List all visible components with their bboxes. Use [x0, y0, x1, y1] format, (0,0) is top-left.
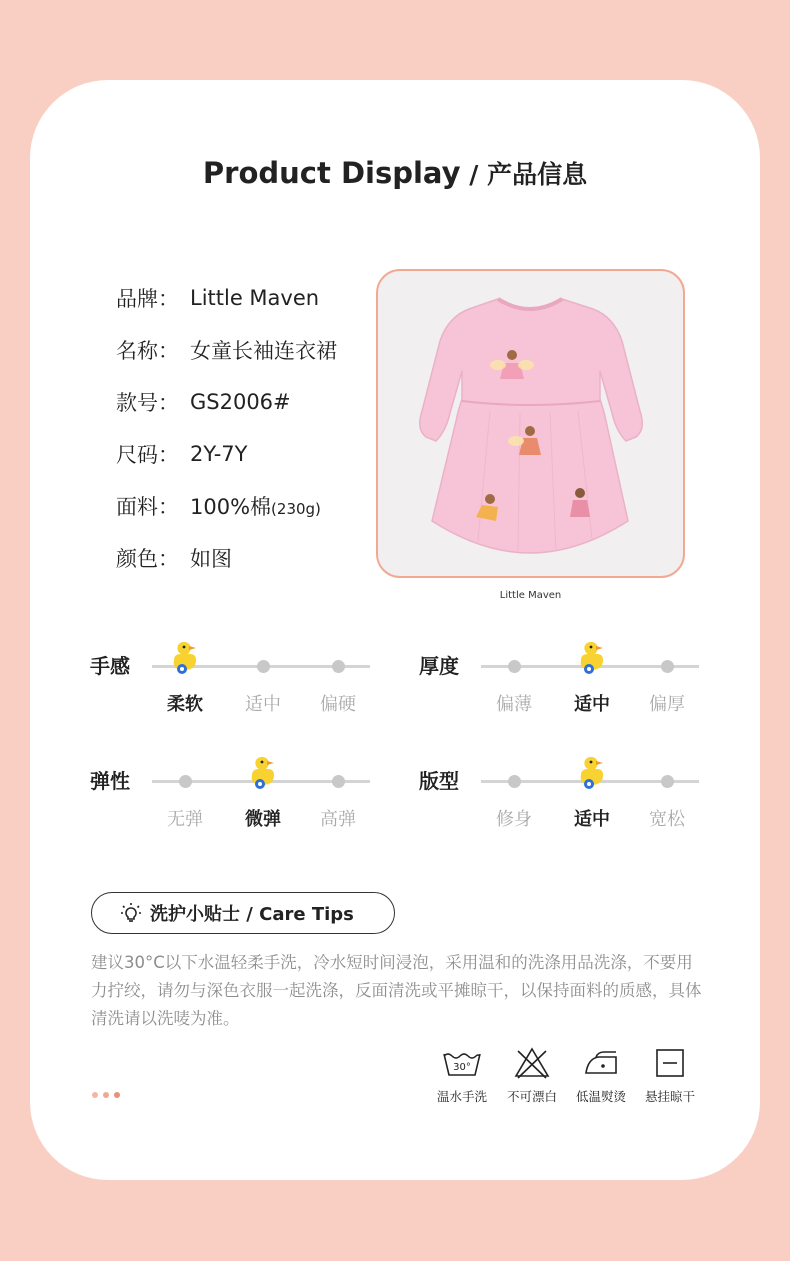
- care-symbol-label: 温水手洗: [436, 1089, 487, 1104]
- duck-marker-icon: [168, 640, 202, 676]
- care-symbol-label: 低温熨烫: [575, 1089, 626, 1104]
- scale-option: 宽松: [649, 809, 685, 830]
- scale-dot: [508, 660, 521, 673]
- spec-key: 品牌：: [116, 287, 179, 311]
- scale-label: 版型: [419, 769, 459, 793]
- spec-key: 尺码：: [116, 443, 179, 467]
- care-tips-pill: [91, 892, 395, 934]
- dot: [92, 1092, 98, 1098]
- scale-option: 无弹: [167, 809, 203, 830]
- duck-marker-icon: [575, 755, 609, 791]
- scale-option: 柔软: [167, 694, 203, 715]
- scale-dot: [661, 775, 674, 788]
- no-bleach-icon: [514, 1047, 550, 1079]
- page-dots: [92, 1092, 120, 1098]
- care-symbol-hand-wash: [427, 1045, 497, 1105]
- hang-dry-icon: [655, 1048, 685, 1078]
- scale-fit: [419, 761, 749, 841]
- photo-caption: Little Maven: [499, 590, 562, 601]
- care-symbol-low-iron: [566, 1045, 636, 1105]
- spec-value: [190, 491, 321, 521]
- care-symbol-hang-dry: [635, 1045, 705, 1105]
- care-symbol-label: 悬挂晾干: [644, 1089, 695, 1104]
- scale-label: 弹性: [90, 769, 130, 793]
- dot: [103, 1092, 109, 1098]
- scale-option: 偏薄: [496, 694, 532, 715]
- lightbulb-icon: [120, 902, 142, 924]
- wash-temp: 30°: [453, 1062, 471, 1073]
- care-symbol-label: 不可漂白: [506, 1089, 557, 1104]
- page-title: [0, 155, 790, 191]
- scale-dot: [661, 660, 674, 673]
- scale-option: 修身: [496, 809, 532, 830]
- spec-value: 2Y-7Y: [190, 442, 248, 466]
- spec-key: 名称：: [116, 339, 179, 363]
- spec-key: 面料：: [116, 495, 179, 519]
- scale-dot: [508, 775, 521, 788]
- scale-option: 适中: [574, 809, 610, 830]
- title-cn: 产品信息: [487, 160, 588, 189]
- scale-option: 高弹: [320, 809, 356, 830]
- spec-list: [116, 272, 337, 584]
- title-separator: /: [460, 160, 488, 189]
- spec-row-style: [116, 376, 337, 428]
- scale-dot: [257, 660, 270, 673]
- spec-row-fabric: [116, 480, 337, 532]
- duck-marker-icon: [575, 640, 609, 676]
- spec-row-size: [116, 428, 337, 480]
- scale-dot: [179, 775, 192, 788]
- title-en: Product Display: [202, 156, 461, 190]
- scale-thickness: [419, 646, 749, 726]
- spec-value-main: 100%棉: [190, 495, 272, 519]
- product-photo: [376, 269, 685, 578]
- duck-marker-icon: [246, 755, 280, 791]
- scale-label: 厚度: [419, 654, 459, 678]
- low-iron-icon: [582, 1049, 620, 1077]
- spec-value: 女童长袖连衣裙: [190, 339, 337, 363]
- spec-key: 款号：: [116, 391, 179, 415]
- scale-option: 微弹: [245, 809, 281, 830]
- scale-option: 适中: [245, 694, 281, 715]
- dress-illustration: [378, 271, 683, 576]
- care-instructions: 建议30°C以下水温轻柔手洗，冷水短时间浸泡，采用温和的洗涤用品洗涤，不要用力拧绞，请勿与深色衣服一起洗涤，反面清洗或平摊晾干，以保持面料的质感，具体清洗请以洗唛为准。: [91, 953, 702, 1028]
- care-symbol-no-bleach: [497, 1045, 567, 1105]
- hand-wash-icon: [442, 1048, 482, 1078]
- care-tips-label: 洗护小贴士 / Care Tips: [150, 904, 354, 925]
- spec-value: 如图: [190, 547, 232, 571]
- scale-option: 偏硬: [320, 694, 356, 715]
- spec-row-name: [116, 324, 337, 376]
- scale-dot: [332, 660, 345, 673]
- scale-option: 偏厚: [649, 694, 685, 715]
- scale-elasticity: [90, 761, 420, 841]
- scale-label: 手感: [90, 654, 130, 678]
- dot: [114, 1092, 120, 1098]
- spec-key: 颜色：: [116, 547, 179, 571]
- scale-option: 适中: [574, 694, 610, 715]
- spec-row-color: [116, 532, 337, 584]
- scale-dot: [332, 775, 345, 788]
- spec-value: Little Maven: [190, 286, 320, 310]
- spec-value-note: (230g): [271, 500, 321, 518]
- spec-value: GS2006#: [190, 390, 291, 414]
- spec-row-brand: [116, 272, 337, 324]
- scale-hand-feel: [90, 646, 420, 726]
